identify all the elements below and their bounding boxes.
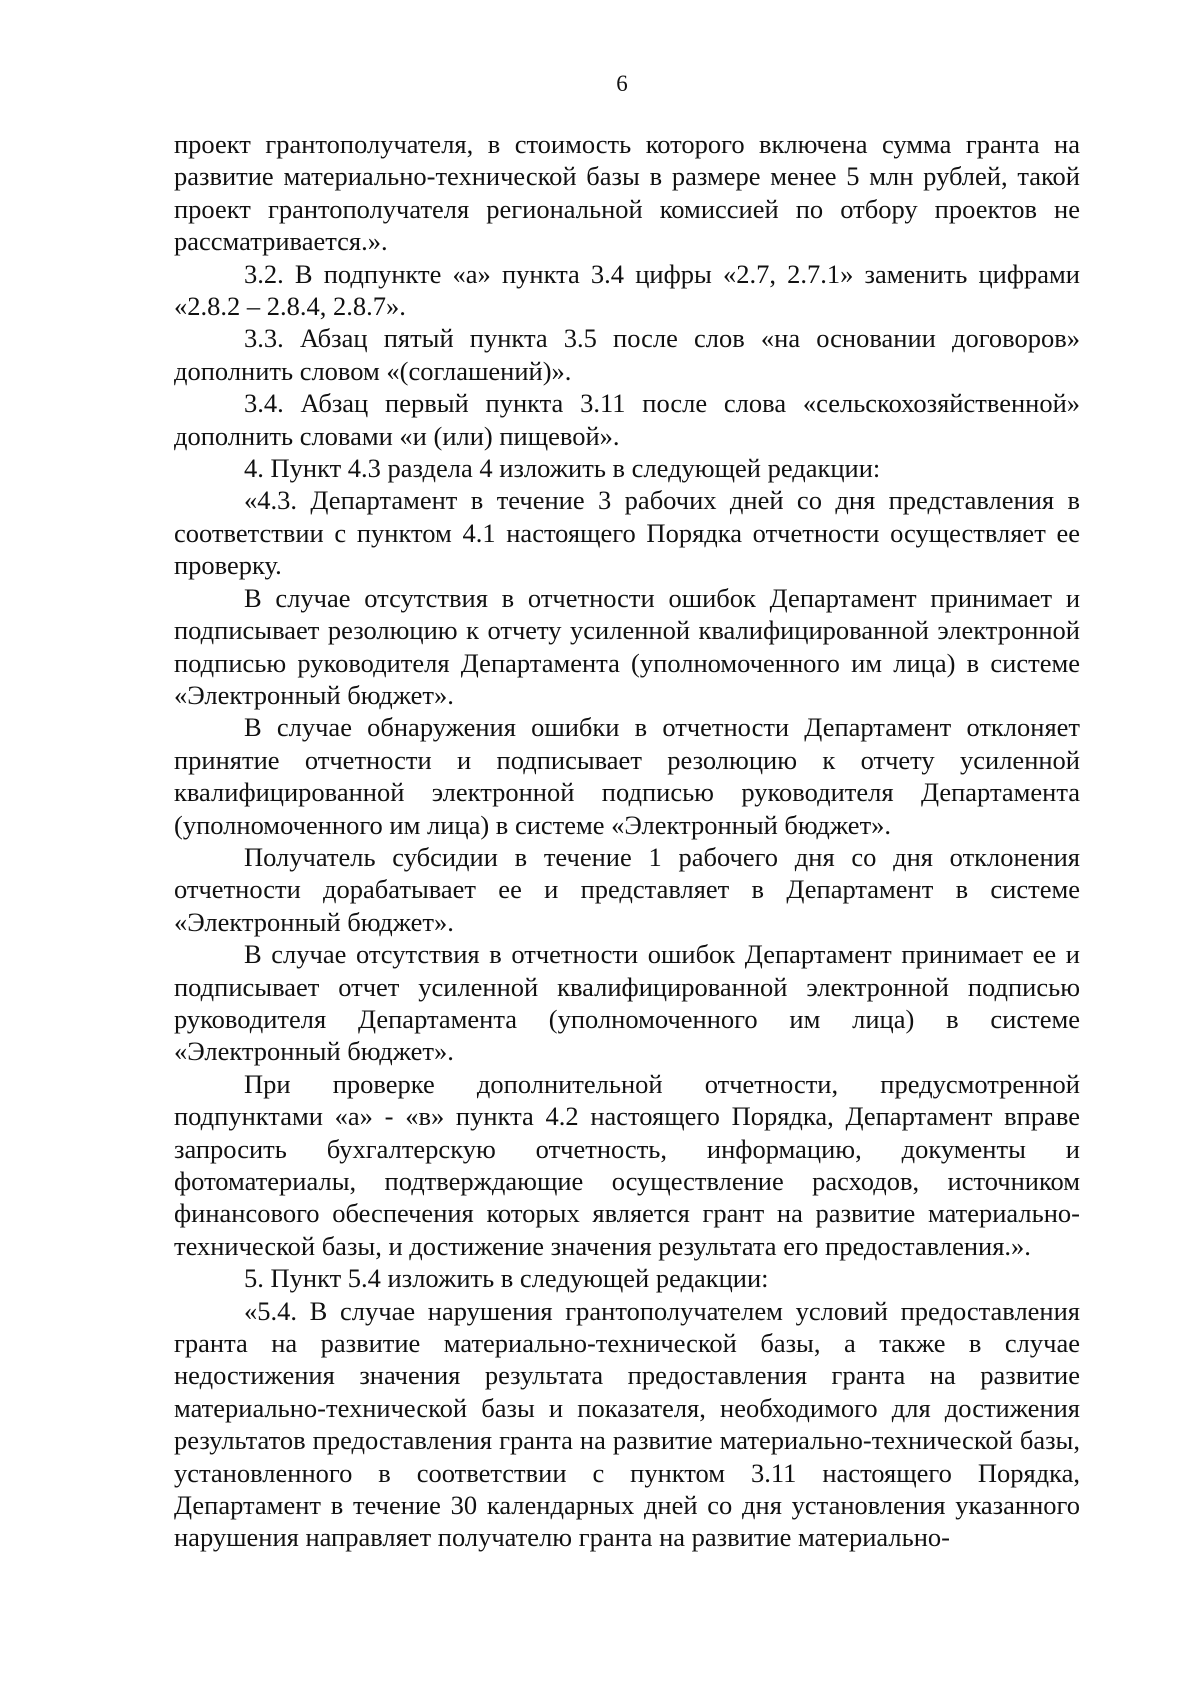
paragraph-3-4: 3.4. Абзац первый пункта 3.11 после слова «сельскохозяйственной» дополнить словами «и (или) пищевой». (174, 388, 1080, 451)
page-number: 6 (616, 71, 628, 96)
paragraph-error-found: В случае обнаружения ошибки в отчетности Департамент отклоняет принятие отчетности и подписывает резолюцию к отчету усиленной квалифицированной электронной подписью руководителя Департамента (уполномоченного им лица) в системе «Электронный бюджет». (174, 712, 1080, 840)
paragraph-recipient-revision: Получатель субсидии в течение 1 рабочего дня со дня отклонения отчетности дорабатывает ее и представляет в Департамент в системе «Электронный бюджет». (174, 841, 1080, 937)
document-body (174, 128, 1080, 1554)
paragraph-5: 5. Пункт 5.4 изложить в следующей редакции: (244, 1263, 769, 1294)
paragraph-3-3: 3.3. Абзац пятый пункта 3.5 после слов «на основании договоров» дополнить словом «(соглашений)». (174, 323, 1080, 386)
paragraph-3-2: 3.2. В подпункте «а» пункта 3.4 цифры «2.7, 2.7.1» заменить цифрами «2.8.2 – 2.8.4, 2.8.7». (174, 258, 1080, 322)
paragraph-no-errors: В случае отсутствия в отчетности ошибок Департамент принимает и подписывает резолюцию к отчету усиленной квалифицированной электронной подписью руководителя Департамента (уполномоченного им лица) в системе «Электронный бюджет». (174, 582, 1080, 710)
paragraph-acceptance: В случае отсутствия в отчетности ошибок Департамент принимает ее и подписывает отчет усиленной квалифицированной электронной подписью руководителя Департамента (уполномоченного им лица) в системе «Электронный бюджет». (174, 939, 1080, 1067)
paragraph-4-3: «4.3. Департамент в течение 3 рабочих дней со дня представления в соответствии с пунктом 4.1 настоящего Порядка отчетности осуществляет ее проверку. (174, 485, 1080, 581)
paragraph-5-4: «5.4. В случае нарушения грантополучателем условий предоставления гранта на развитие материально-технической базы, а также в случае недостижения значения результата предоставления гранта на развитие материально-технической базы и показателя, необходимого для достижения результатов предоставления гранта на развитие материально-технической базы, установленного в соответствии с пунктом 3.11 настоящего Порядка, Департамент в течение 30 календарных дней со дня установления указанного нарушения направляет получателю гранта на развитие материально- (174, 1295, 1080, 1553)
paragraph-4: 4. Пункт 4.3 раздела 4 изложить в следующей редакции: (244, 453, 881, 484)
paragraph-additional-check: При проверке дополнительной отчетности, предусмотренной подпунктами «а» - «в» пункта 4.2 настоящего Порядка, Департамент вправе запросить бухгалтерскую отчетность, информацию, документы и фотоматериалы, подтверждающие осуществление расходов, источником финансового обеспечения которых является грант на развитие материально-технической базы, и достижение значения результата его предоставления.». (174, 1068, 1080, 1261)
paragraph-continuation: проект грантополучателя, в стоимость которого включена сумма гранта на развитие материально-технической базы в размере менее 5 млн рублей, такой проект грантополучателя региональной комиссией по отбору проектов не рассматривается.». (174, 129, 1080, 257)
